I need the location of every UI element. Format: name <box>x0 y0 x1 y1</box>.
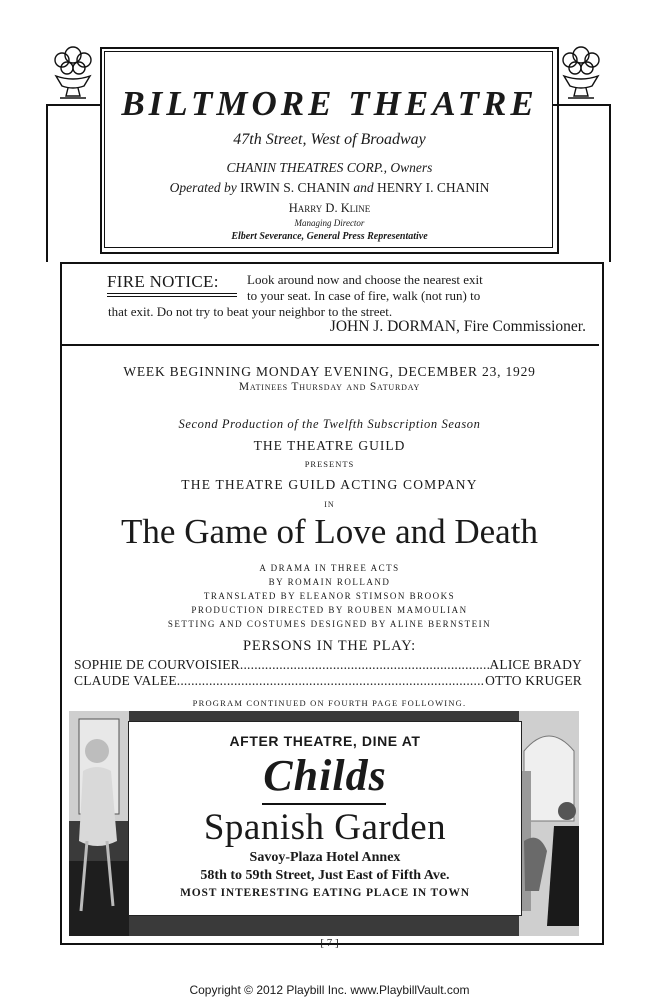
persons-heading: PERSONS IN THE PLAY: <box>243 638 416 654</box>
copyright-footer: Copyright © 2012 Playbill Inc. www.PlaybillVault.com <box>189 983 470 997</box>
in-word: IN <box>324 500 335 509</box>
leader-dots <box>240 657 490 673</box>
fire-notice-line3: that exit. Do not try to beat your neighbor to the street. <box>108 304 393 319</box>
ad-headline: AFTER THEATRE, DINE AT <box>229 733 421 749</box>
fire-notice-title: FIRE NOTICE: <box>107 272 219 291</box>
leader-dots <box>177 673 485 689</box>
press-rep: Elbert Severance, General Press Representative <box>231 231 428 242</box>
credit-line: A DRAMA IN THREE ACTS <box>259 563 400 573</box>
and-word: and <box>353 180 374 195</box>
presents-line: PRESENTS <box>304 459 355 469</box>
operated-by-label: Operated by <box>169 180 237 195</box>
week-line: WEEK BEGINNING MONDAY EVENING, DECEMBER 23, 1929 <box>123 364 536 379</box>
credit-line: BY ROMAIN ROLLAND <box>268 577 391 587</box>
childs-logo: Childs <box>263 751 387 800</box>
managing-title: Managing Director <box>294 218 365 228</box>
continued-line: PROGRAM CONTINUED ON FOURTH PAGE FOLLOWING. <box>192 698 467 708</box>
theatre-name: BILTMORE THEATRE <box>121 84 538 123</box>
credit-line: TRANSLATED BY ELEANOR STIMSON BROOKS <box>203 591 456 601</box>
operators-line <box>0 180 659 196</box>
cast-actor: ALICE BRADY <box>489 657 582 672</box>
divider <box>62 344 599 346</box>
cast-row <box>74 657 582 673</box>
operator-1: IRWIN S. CHANIN <box>240 180 350 195</box>
spanish-garden: Spanish Garden <box>203 807 447 848</box>
credit-line: SETTING AND COSTUMES DESIGNED BY ALINE BERNSTEIN <box>167 619 492 629</box>
cast-role: SOPHIE DE COURVOISIER <box>74 657 240 672</box>
season-line: Second Production of the Twelfth Subscription Season <box>178 417 481 431</box>
operator-2: HENRY I. CHANIN <box>376 180 490 195</box>
ad-address: 58th to 59th Street, Just East of Fifth Ave. <box>200 868 450 883</box>
theatre-address: 47th Street, West of Broadway <box>233 131 426 148</box>
guild-line: THE THEATRE GUILD <box>253 438 406 453</box>
ad-tagline: MOST INTERESTING EATING PLACE IN TOWN <box>180 887 470 899</box>
managing-name: Harry D. Kline <box>288 201 371 215</box>
cast-actor: OTTO KRUGER <box>485 673 582 688</box>
cast-role: CLAUDE VALEE <box>74 673 177 688</box>
fire-commissioner: JOHN J. DORMAN, Fire Commissioner. <box>329 318 586 335</box>
company-line: THE THEATRE GUILD ACTING COMPANY <box>181 477 478 492</box>
matinees-line: Matinees Thursday and Saturday <box>238 381 421 393</box>
cast-row <box>74 673 582 689</box>
owners-line: CHANIN THEATRES CORP., Owners <box>226 160 433 175</box>
page-number: [ 7 ] <box>320 937 339 949</box>
fire-notice-line2: to your seat. In case of fire, walk (not run) to <box>247 288 481 303</box>
credit-line: PRODUCTION DIRECTED BY ROUBEN MAMOULIAN <box>191 605 468 615</box>
play-title: The Game of Love and Death <box>121 512 538 551</box>
ad-location: Savoy-Plaza Hotel Annex <box>249 850 401 865</box>
fire-notice-line1: Look around now and choose the nearest exit <box>247 272 483 287</box>
